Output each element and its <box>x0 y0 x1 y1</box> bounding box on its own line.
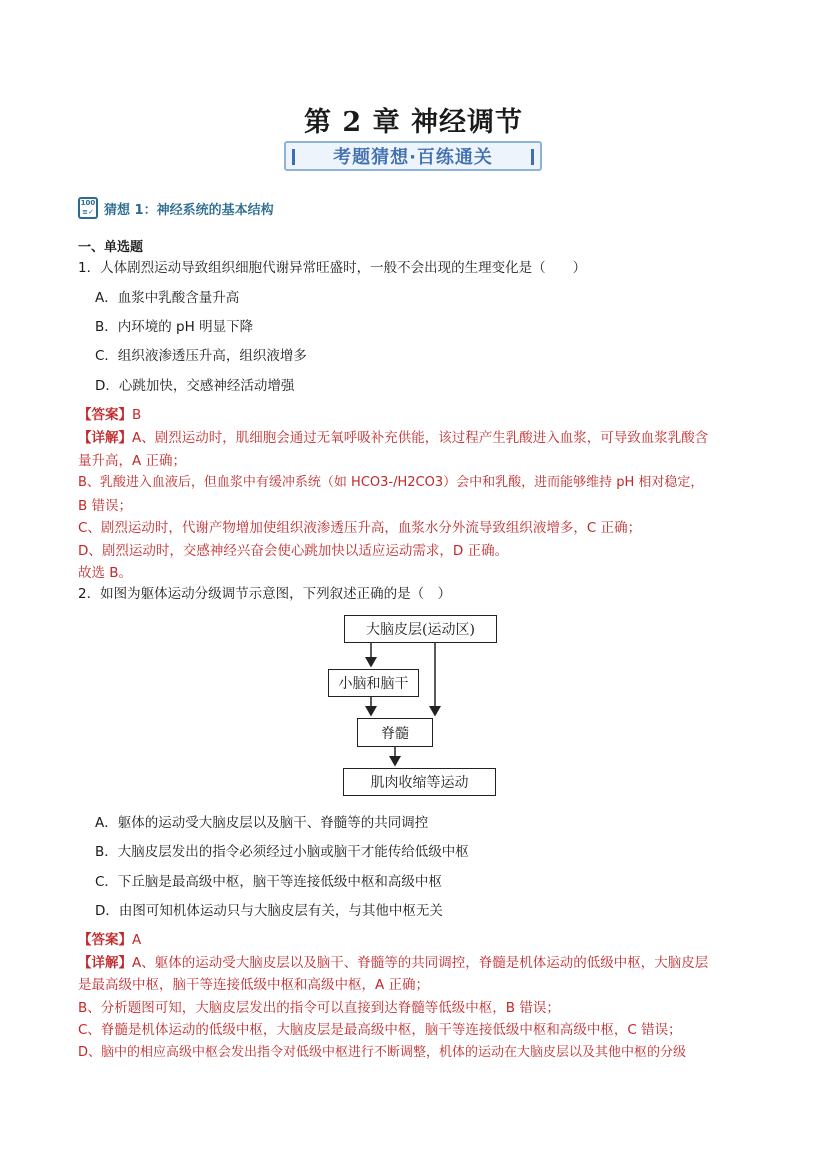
q2-option-a: A．躯体的运动受大脑皮层以及脑干、脊髓等的共同调控 <box>95 815 429 831</box>
q2-answer: 【答案】A <box>78 932 142 948</box>
guess-label: 猜想 1：神经系统的基本结构 <box>104 202 274 218</box>
q2-option-b: B．大脑皮层发出的指令必须经过小脑或脑干才能传给低级中枢 <box>95 844 469 860</box>
q1-detail-line-7: 故选 B。 <box>78 565 133 581</box>
q1-stem: 1．人体剧烈运动导致组织细胞代谢异常旺盛时，一般不会出现的生理变化是（ ） <box>78 260 587 276</box>
q1-detail-line-2: 量升高，A 正确； <box>78 453 187 469</box>
box-cerebral-cortex: 大脑皮层(运动区) <box>344 615 497 643</box>
q1-detail-line-1: 【详解】A、剧烈运动时，肌细胞会通过无氧呼吸补充供能，该过程产生乳酸进入血浆，可导致血浆乳酸含 <box>78 430 709 446</box>
q1-detail-line-4: B 错误； <box>78 498 133 514</box>
q1-answer: 【答案】B <box>78 407 142 423</box>
q1-detail-line-5: C、剧烈运动时，代谢产物增加使组织液渗透压升高，血浆水分外流导致组织液增多，C 正确； <box>78 520 642 536</box>
q1-option-a: A．血浆中乳酸含量升高 <box>95 290 240 306</box>
q2-detail-line-3: B、分析题图可知，大脑皮层发出的指令可以直接到达脊髓等低级中枢，B 错误； <box>78 1000 560 1016</box>
q2-option-d: D．由图可知机体运动只与大脑皮层有关，与其他中枢无关 <box>95 903 443 919</box>
box-cerebellum-brainstem: 小脑和脑干 <box>328 669 419 697</box>
q2-stem: 2．如图为躯体运动分级调节示意图，下列叙述正确的是（ ） <box>78 586 452 602</box>
box-spinal-cord: 脊髓 <box>357 718 433 747</box>
page-title: 第 2 章 神经调节 <box>304 107 523 138</box>
box-muscle-contraction: 肌肉收缩等运动 <box>343 768 496 796</box>
banner-text: 考题猜想·百练通关 <box>333 147 493 168</box>
q2-detail-line-1: 【详解】A、躯体的运动受大脑皮层以及脑干、脊髓等的共同调控，脊髓是机体运动的低级中枢，大脑皮层 <box>78 955 709 971</box>
q1-detail-line-6: D、剧烈运动时，交感神经兴奋会使心跳加快以适应运动需求，D 正确。 <box>78 543 509 559</box>
checklist-icon: 100 ≡✓ <box>78 197 98 219</box>
section-title: 一、单选题 <box>78 240 144 255</box>
q2-detail-line-2: 是最高级中枢，脑干等连接低级中枢和高级中枢，A 正确； <box>78 977 430 993</box>
q1-option-b: B．内环境的 pH 明显下降 <box>95 319 254 335</box>
q1-option-d: D．心跳加快，交感神经活动增强 <box>95 378 295 394</box>
q2-detail-line-5: D、脑中的相应高级中枢会发出指令对低级中枢进行不断调整，机体的运动在大脑皮层以及其他中枢的分级 <box>78 1045 687 1060</box>
q1-option-c: C．组织液渗透压升高，组织液增多 <box>95 348 307 364</box>
q2-option-c: C．下丘脑是最高级中枢，脑干等连接低级中枢和高级中枢 <box>95 874 442 890</box>
q2-detail-line-4: C、脊髓是机体运动的低级中枢，大脑皮层是最高级中枢，脑干等连接低级中枢和高级中枢，C 错误； <box>78 1022 682 1038</box>
q1-detail-line-3: B、乳酸进入血液后，但血浆中有缓冲系统（如 HCO3-/H2CO3）会中和乳酸，进而能够维持 pH 相对稳定， <box>78 475 704 490</box>
